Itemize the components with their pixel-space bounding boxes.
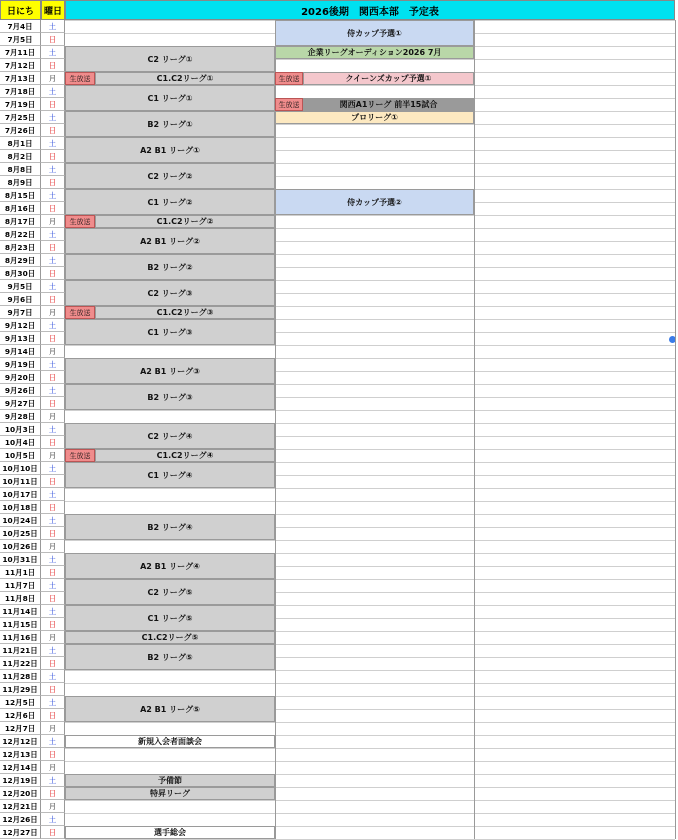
date-cell: 7月13日 <box>0 72 41 85</box>
live-broadcast-tag: 生放送 <box>65 449 95 462</box>
weekday-cell: 日 <box>41 436 65 449</box>
grid-line <box>65 501 675 502</box>
weekday-cell: 日 <box>41 683 65 696</box>
weekday-cell: 日 <box>41 787 65 800</box>
event-cell[interactable]: B2 リーグ④ <box>65 514 275 540</box>
date-cell: 7月26日 <box>0 124 41 137</box>
event-cell[interactable]: C1.C2リーグ⑤ <box>65 631 275 644</box>
grid-line <box>65 345 675 346</box>
event-cell[interactable]: A2 B1 リーグ② <box>65 228 275 254</box>
weekday-cell: 月 <box>41 800 65 813</box>
event-cell[interactable]: プロリーグ① <box>275 111 474 124</box>
weekday-cell: 土 <box>41 774 65 787</box>
weekday-cell: 土 <box>41 670 65 683</box>
event-cell[interactable]: C1 リーグ④ <box>65 462 275 488</box>
date-cell: 8月22日 <box>0 228 41 241</box>
column-divider <box>275 20 276 839</box>
date-cell: 8月30日 <box>0 267 41 280</box>
date-cell: 8月2日 <box>0 150 41 163</box>
weekday-cell: 土 <box>41 553 65 566</box>
weekday-cell: 日 <box>41 475 65 488</box>
date-cell: 12月20日 <box>0 787 41 800</box>
date-cell: 8月9日 <box>0 176 41 189</box>
weekday-cell: 日 <box>41 618 65 631</box>
date-cell: 11月15日 <box>0 618 41 631</box>
event-cell[interactable]: C1 リーグ⑤ <box>65 605 275 631</box>
event-cell[interactable]: C2 リーグ② <box>65 163 275 189</box>
event-cell[interactable]: C2 リーグ③ <box>65 280 275 306</box>
weekday-cell: 土 <box>41 228 65 241</box>
grid-line <box>65 683 675 684</box>
event-cell[interactable]: C1 リーグ① <box>65 85 275 111</box>
date-cell: 7月25日 <box>0 111 41 124</box>
date-cell: 9月27日 <box>0 397 41 410</box>
weekday-cell: 土 <box>41 85 65 98</box>
weekday-cell: 土 <box>41 254 65 267</box>
date-cell: 11月8日 <box>0 592 41 605</box>
weekday-cell: 日 <box>41 371 65 384</box>
weekday-cell: 日 <box>41 293 65 306</box>
date-cell: 9月7日 <box>0 306 41 319</box>
weekday-cell: 日 <box>41 332 65 345</box>
date-cell: 9月6日 <box>0 293 41 306</box>
date-cell: 9月26日 <box>0 384 41 397</box>
date-cell: 8月17日 <box>0 215 41 228</box>
live-broadcast-tag: 生放送 <box>65 215 95 228</box>
weekday-cell: 土 <box>41 813 65 826</box>
event-cell[interactable]: 特昇リーグ <box>65 787 275 800</box>
date-cell: 8月1日 <box>0 137 41 150</box>
weekday-cell: 月 <box>41 306 65 319</box>
event-cell[interactable]: A2 B1 リーグ⑤ <box>65 696 275 722</box>
event-cell[interactable]: C1.C2リーグ④ <box>95 449 275 462</box>
date-cell: 9月12日 <box>0 319 41 332</box>
date-cell: 10月3日 <box>0 423 41 436</box>
event-cell[interactable]: B2 リーグ② <box>65 254 275 280</box>
date-cell: 11月14日 <box>0 605 41 618</box>
date-cell: 10月5日 <box>0 449 41 462</box>
date-cell: 9月14日 <box>0 345 41 358</box>
date-cell: 8月23日 <box>0 241 41 254</box>
weekday-cell: 日 <box>41 592 65 605</box>
event-cell[interactable]: C2 リーグ⑤ <box>65 579 275 605</box>
event-cell[interactable]: 予備節 <box>65 774 275 787</box>
weekday-cell: 日 <box>41 150 65 163</box>
event-cell[interactable]: C1 リーグ② <box>65 189 275 215</box>
date-cell: 12月26日 <box>0 813 41 826</box>
date-cell: 11月22日 <box>0 657 41 670</box>
date-cell: 12月6日 <box>0 709 41 722</box>
grid-line <box>65 761 675 762</box>
event-cell[interactable]: C1.C2リーグ② <box>95 215 275 228</box>
date-cell: 9月28日 <box>0 410 41 423</box>
date-cell: 10月4日 <box>0 436 41 449</box>
date-cell: 11月16日 <box>0 631 41 644</box>
weekday-cell: 土 <box>41 462 65 475</box>
date-cell: 8月15日 <box>0 189 41 202</box>
weekday-cell: 土 <box>41 423 65 436</box>
date-cell: 11月7日 <box>0 579 41 592</box>
date-cell: 7月12日 <box>0 59 41 72</box>
weekday-cell: 月 <box>41 761 65 774</box>
date-cell: 10月17日 <box>0 488 41 501</box>
event-cell[interactable]: A2 B1 リーグ① <box>65 137 275 163</box>
weekday-cell: 土 <box>41 280 65 293</box>
date-cell: 10月31日 <box>0 553 41 566</box>
weekday-cell: 日 <box>41 33 65 46</box>
weekday-cell: 日 <box>41 826 65 839</box>
weekday-cell: 月 <box>41 722 65 735</box>
weekday-cell: 月 <box>41 72 65 85</box>
weekday-cell: 土 <box>41 20 65 33</box>
event-cell[interactable]: 選手総会 <box>65 826 275 839</box>
grid-line <box>65 488 675 489</box>
grid-line <box>65 540 675 541</box>
event-cell[interactable]: A2 B1 リーグ④ <box>65 553 275 579</box>
date-cell: 11月28日 <box>0 670 41 683</box>
date-cell: 10月26日 <box>0 540 41 553</box>
grid-line <box>65 800 675 801</box>
date-cell: 7月18日 <box>0 85 41 98</box>
weekday-cell: 土 <box>41 735 65 748</box>
event-cell[interactable]: B2 リーグ① <box>65 111 275 137</box>
weekday-cell: 月 <box>41 631 65 644</box>
event-cell[interactable]: C1 リーグ③ <box>65 319 275 345</box>
date-cell: 12月19日 <box>0 774 41 787</box>
date-cell: 7月4日 <box>0 20 41 33</box>
schedule-title: 2026後期 関西本部 予定表 <box>65 0 675 20</box>
live-broadcast-tag: 生放送 <box>65 72 95 85</box>
weekday-cell: 日 <box>41 657 65 670</box>
event-cell[interactable]: 侍カップ予選① <box>275 20 474 46</box>
date-cell: 12月14日 <box>0 761 41 774</box>
date-cell: 10月10日 <box>0 462 41 475</box>
grid-line <box>65 813 675 814</box>
live-broadcast-tag: 生放送 <box>275 72 303 85</box>
weekday-cell: 土 <box>41 605 65 618</box>
weekday-cell: 土 <box>41 696 65 709</box>
date-cell: 11月29日 <box>0 683 41 696</box>
live-broadcast-tag: 生放送 <box>275 98 303 111</box>
weekday-cell: 日 <box>41 98 65 111</box>
weekday-cell: 日 <box>41 748 65 761</box>
date-cell: 10月25日 <box>0 527 41 540</box>
weekday-cell: 土 <box>41 163 65 176</box>
date-cell: 7月5日 <box>0 33 41 46</box>
date-cell: 9月19日 <box>0 358 41 371</box>
weekday-cell: 土 <box>41 514 65 527</box>
date-cell: 12月21日 <box>0 800 41 813</box>
event-cell[interactable]: 侍カップ予選② <box>275 189 474 215</box>
weekday-cell: 月 <box>41 215 65 228</box>
weekday-cell: 月 <box>41 345 65 358</box>
event-cell[interactable]: B2 リーグ③ <box>65 384 275 410</box>
event-cell[interactable]: C1.C2リーグ① <box>95 72 275 85</box>
weekday-cell: 土 <box>41 189 65 202</box>
date-cell: 12月7日 <box>0 722 41 735</box>
date-cell: 11月21日 <box>0 644 41 657</box>
date-cell: 12月5日 <box>0 696 41 709</box>
date-column-header: 日にち <box>0 0 41 20</box>
event-cell[interactable]: 企業リーグオーディション2026 7月 <box>275 46 474 59</box>
date-cell: 12月13日 <box>0 748 41 761</box>
date-cell: 10月18日 <box>0 501 41 514</box>
weekday-cell: 土 <box>41 319 65 332</box>
weekday-cell: 日 <box>41 59 65 72</box>
weekday-cell: 土 <box>41 644 65 657</box>
event-cell[interactable]: C2 リーグ① <box>65 46 275 72</box>
column-divider <box>474 20 475 839</box>
date-cell: 9月20日 <box>0 371 41 384</box>
weekday-cell: 土 <box>41 111 65 124</box>
date-cell: 8月16日 <box>0 202 41 215</box>
event-cell[interactable]: クイーンズカップ予選① <box>303 72 474 85</box>
grid-line <box>65 722 675 723</box>
event-cell[interactable]: C1.C2リーグ③ <box>95 306 275 319</box>
weekday-cell: 日 <box>41 501 65 514</box>
weekday-cell: 日 <box>41 397 65 410</box>
event-cell[interactable]: B2 リーグ⑤ <box>65 644 275 670</box>
event-cell[interactable]: 関西A1リーグ 前半15試合 <box>303 98 474 111</box>
date-cell: 12月27日 <box>0 826 41 839</box>
date-cell: 10月24日 <box>0 514 41 527</box>
date-cell: 12月12日 <box>0 735 41 748</box>
weekday-cell: 日 <box>41 709 65 722</box>
date-cell: 11月1日 <box>0 566 41 579</box>
weekday-column-header: 曜日 <box>41 0 65 20</box>
weekday-cell: 土 <box>41 579 65 592</box>
date-cell: 8月8日 <box>0 163 41 176</box>
weekday-cell: 月 <box>41 449 65 462</box>
event-cell[interactable]: 新規入会者面談会 <box>65 735 275 748</box>
weekday-cell: 日 <box>41 527 65 540</box>
weekday-cell: 日 <box>41 566 65 579</box>
weekday-cell: 土 <box>41 384 65 397</box>
event-cell[interactable]: A2 B1 リーグ③ <box>65 358 275 384</box>
weekday-cell: 月 <box>41 540 65 553</box>
weekday-cell: 月 <box>41 410 65 423</box>
date-cell: 7月11日 <box>0 46 41 59</box>
weekday-cell: 土 <box>41 358 65 371</box>
date-cell: 10月11日 <box>0 475 41 488</box>
live-broadcast-tag: 生放送 <box>65 306 95 319</box>
grid-line <box>65 748 675 749</box>
weekday-cell: 土 <box>41 488 65 501</box>
date-cell: 9月13日 <box>0 332 41 345</box>
weekday-cell: 土 <box>41 46 65 59</box>
weekday-cell: 日 <box>41 124 65 137</box>
weekday-cell: 日 <box>41 267 65 280</box>
weekday-cell: 日 <box>41 241 65 254</box>
date-cell: 8月29日 <box>0 254 41 267</box>
weekday-cell: 日 <box>41 202 65 215</box>
weekday-cell: 土 <box>41 137 65 150</box>
date-cell: 9月5日 <box>0 280 41 293</box>
column-divider <box>675 20 676 839</box>
weekday-cell: 日 <box>41 176 65 189</box>
event-cell[interactable]: C2 リーグ④ <box>65 423 275 449</box>
date-cell: 7月19日 <box>0 98 41 111</box>
grid-line <box>65 410 675 411</box>
grid-line <box>65 670 675 671</box>
